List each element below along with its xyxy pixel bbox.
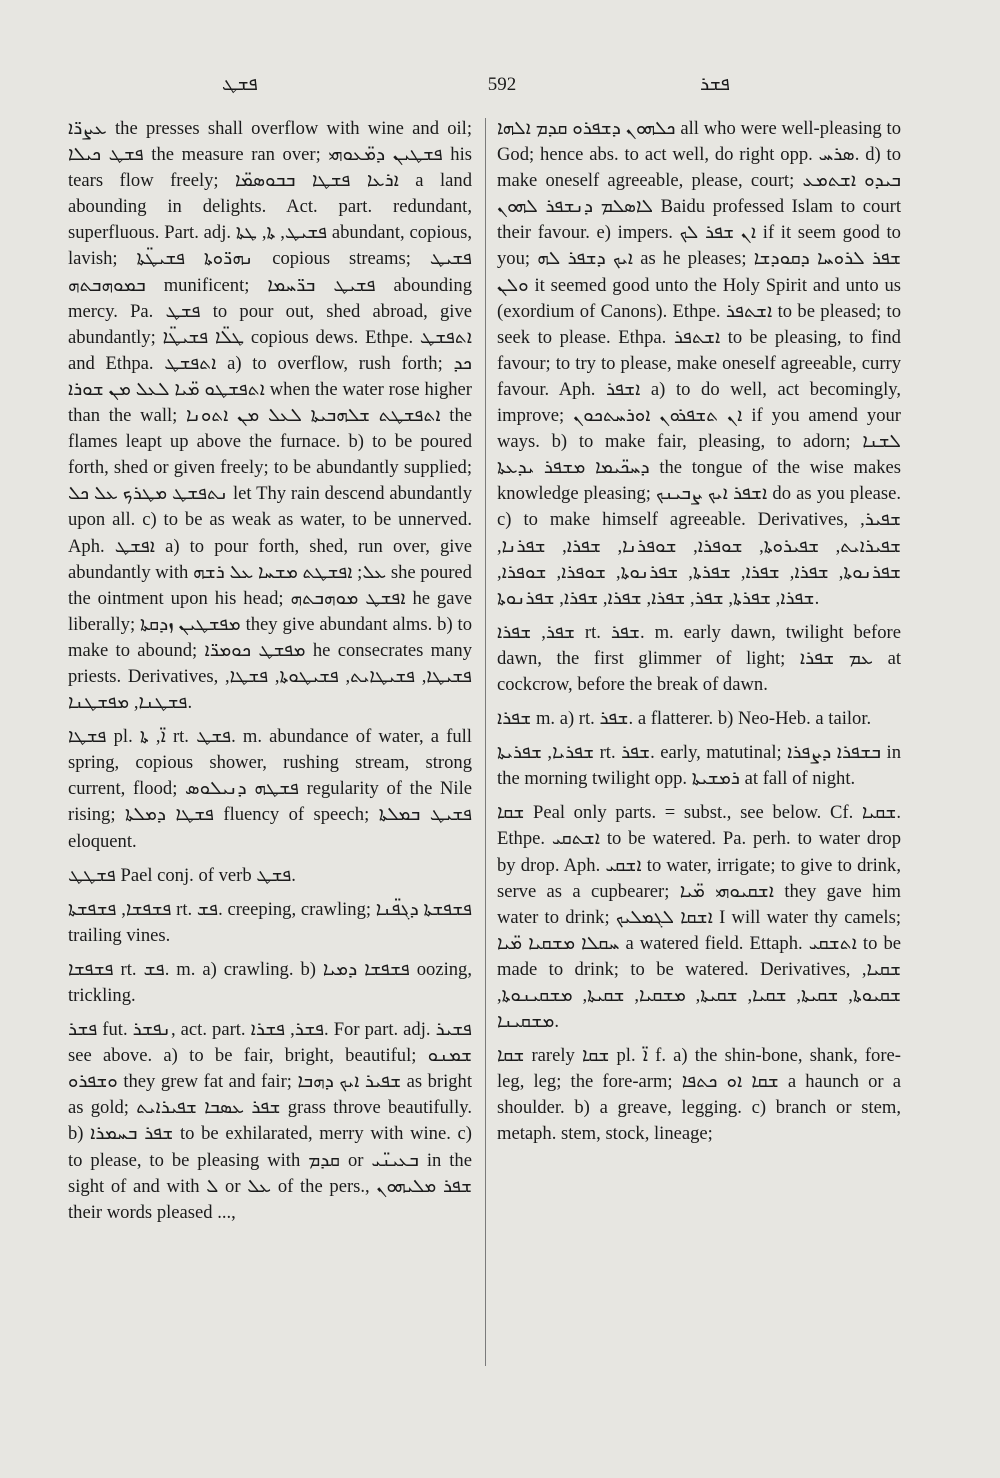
entry-text: ܫܦܪܝܐ, ܫܦܪܝܬܐ rt. ܫܦܪ. early, matutinal; ܒܫܦܪܐ ܕܨܦܪܐ in the morning twilight opp. ܪܡܫܝܬܐ at fall of night. <box>497 742 901 790</box>
entry <box>497 1043 901 1147</box>
entry <box>68 1017 472 1226</box>
entry <box>68 863 472 889</box>
entry <box>497 800 901 1035</box>
entry-text: ܦܫܪ fut. ܢܦܫܪ, act. part. ܦܫܪ, ܦܫܪܐ. For part. adj. ܦܫܝܪ see above. a) to be fair, bright, beautiful; ܫܡܢܘ ܘܫܦܪܘ they grew fat and fair; ܫܦܝܪ ܐܝܟ ܕܗܒܐ as bright as gold; ܫܦܪ ܥܣܒܐ ܫܦܝܪܐܝܬ grass throve beautifully. b) ܫܦܪ ܒܚܡܪܐ to be exhilarated, merry with wine. c) to please, to be pleasing with ܩܕܡ or ܒܥܝܢ̈ܝ in the sight of and with ܠ or ܥܠ of the pers., ܫܦܪ ܡܠܝܗܘܢ their words pleased ..., <box>68 1019 473 1223</box>
entry-text: ܦܫܦܫܐ, ܦܫܦܫܬܐ rt. ܦܫ. creeping, crawling; ܦܫܦܫܬܐ ܕܓܦ̈ܢܐ trailing vines. <box>68 898 472 946</box>
entry-text: ܫܩܐ rarely ܫܩܐ pl. ܐ̈ f. a) the shin-bone, shank, fore-leg, leg; the fore-arm; ܫܩܐ ܐܘ ܟܬܦܐ a haunch or a shoulder. b) a greave, legging. c) branch or stem, metaph. stem, stock, lineage; <box>497 1045 901 1145</box>
entry-text: ܥܨܪ̈ܐ the presses shall overflow with wine and oil; ܦܫܛ ܟܝܠܐ the measure ran over; ܦܫܛܝܢ ܕܡ̈ܥܘܗܝ his tears flow freely; ܐܪܥܐ ܦܫܛܐ ܒܒܘܣܡ̈ܐ a land abounding in delights. Act. part. redundant, superfluous. Part. adj. ܦܫܝܛ, ܬܐ, ܛܬܐ abundant, copious, lavish; ܢܗܪ̈ܘܬܐ ܦܫܝܛ̈ܬܐ copious streams; ܦܫܝܛ ܒܡܘܗܒܬܗ munificent; ܦܫܝܛ ܒܪ̈ܚܡܐ abounding mercy. Pa. ܦܫܛ to pour out, shed abroad, give abundantly; ܛܠ̈ܐ ܦܫܝܛ̈ܐ copious dews. Ethpe. ܐܬܦܫܛ and Ethpa. ܐܬܦܫܛ a) to overflow, rush forth; ܟܕ ܐܬܦܫܛܘ ܡ̈ܝܐ ܠܥܠ ܡܢ ܫܘܪܐ when the water rose higher than the wall; ܐܬܦܫܛܬ ܫܠܗܒܝܬܐ ܠܥܠ ܡܢ ܐܬܘܢܐ the flames leapt up above the furnace. b) to be poured forth, shed or given freely; to be abundantly supplied; ܢܬܦܫܛ ܡܛܪܟ ܥܠ ܟܠ let Thy rain descend abundantly upon all. c) to be as weak as water, to be unnerved. Aph. ܐܦܫܛ a) to pour forth, shed, run over, give abundantly with ܥܠ; ܐܦܫܛܬ ܡܫܚܐ ܥܠ ܪܫܗ she poured the ointment upon his head; ܐܦܫܛ ܡܘܗܒܬܗ he gave liberally; ܡܦܫܛܝܢ ܙܕܩܬܐ they give abundant alms. b) to make to abound; ܡܦܫܛ ܟܘܡܪ̈ܐ he consecrates many priests. Derivatives, ܦܫܝܛܐ, ܦܫܝܛܐܝܬ, ܦܫܝܛܘܬܐ, ܦܫܛܐ, ܦܫܛܢܐ, ܡܦܫܛܢܐ. <box>68 118 473 714</box>
entry-text: ܦܫܛܛ Pael conj. of verb ܦܫܛ. <box>68 864 296 886</box>
entry <box>497 620 901 698</box>
entry <box>68 957 472 1009</box>
entry-text: ܫܩܐ Peal only parts. = subst., see below. Cf. ܫܩܝܐ. Ethpe. ܐܫܬܩܝ to be watered. Pa. perh. to water drop by drop. Aph. ܐܫܩܝ to water, irrigate; to give to drink, serve as a cupbearer; ܐܫܩܝܘܗܝ ܡ̈ܝܐ they gave him water to drink; ܐܫܩܐ ܠܓܡܠܝܟ I will water thy camels; ܚܩܠܐ ܡܫܩܝܐ ܡ̈ܝܐ a watered field. Ettaph. ܐܬܫܩܝ to be made to drink; to be watered. Derivatives, ܫܩܝܐ, ܫܩܝܘܬܐ, ܫܩܝܬܐ, ܫܩܝܐ, ܫܩܝܬܐ, ܡܫܩܝܐ, ܫܩܝܬܐ, ܡܫܩܝܢܘܬܐ, ܡܫܩܝܢܐ. <box>497 802 902 1033</box>
left-running-headword: ܦܫܛ <box>222 74 258 95</box>
entry <box>497 706 901 732</box>
entry <box>68 116 472 716</box>
page-number: 592 <box>487 74 517 95</box>
column-divider <box>485 118 486 1366</box>
entry-text: ܫܦܪ, ܫܦܪܐ rt. ܫܦܪ. m. early dawn, twilight before dawn, the first glimmer of light; ܥܡ ܫܦܪܐ at cockcrow, before the break of dawn. <box>497 621 901 695</box>
left-column <box>68 116 472 1234</box>
entry <box>497 116 901 612</box>
entry <box>68 897 472 949</box>
entry <box>68 724 472 854</box>
right-running-headword: ܦܫܪ <box>700 74 730 95</box>
page-header <box>0 74 1000 104</box>
entry <box>497 740 901 792</box>
entry-text: ܦܫܛܐ pl. ܐ̈, ܬܐ rt. ܦܫܛ. m. abundance of water, a full spring, copious shower, rushing stream, strong current, flood; ܦܫܛܗ ܕܢܝܠܘܣ regularity of the Nile rising; ܦܫܛܐ ܕܡܠܬܐ fluency of speech; ܦܫܝܛ ܒܡܠܬܐ eloquent. <box>68 726 473 852</box>
entry-text: ܦܫܦܫܐ rt. ܦܫ. m. a) crawling. b) ܦܫܦܫܐ ܕܡܝܐ oozing, trickling. <box>68 958 473 1006</box>
right-column <box>497 116 901 1156</box>
entry-text: ܟܠܗܘܢ ܕܫܦܪܘ ܩܕܡ ܐܠܗܐ all who were well-pleasing to God; hence abs. to act well, do right opp. ܣܪܚ. d) to make oneself agreeable, please, court; ܒܝܕܘ ܐܫܬܡܥ ܠܐܣܠܡ ܕܢܫܦܪ ܠܗܘܢ Baidu professed Islam to court their favour. e) impers. ܐܢ ܫܦܪ ܠܟ if it seem good to you; ܐܝܟ ܕܫܦܪ ܠܗ as he pleases; ܫܦܪ ܠܪܘܚܐ ܕܩܘܕܫܐ ܘܠܢ it seemed good unto the Holy Spirit and unto us (exordium of Canons). Ethpe. ܐܫܬܦܪ to be pleased; to seek to please. Ethpa. ܐܫܬܦܪ to be pleasing, to find favour; to try to please, make oneself agreeable, curry favour. Aph. ܐܫܦܪ a) to do well, act becomingly, improve; ܐܢ ܬܫܦܪܘܢ ܐܘܪܚܬܟܘܢ if you amend your ways. b) to make fair, pleasing, to adorn; ܠܫܢܐ ܕܚܟ̈ܝܡܐ ܡܫܦܪ ܝܕܥܬܐ the tongue of the wise makes knowledge pleasing; ܐܫܦܪ ܐܝܟ ܨܒܝܢܟ do as you please. c) to make himself agreeable. Derivatives, ܫܦܝܪ, ܫܦܝܪܐܝܬ, ܫܦܝܪܘܬܐ, ܫܘܦܪܐ, ܫܘܦܪܢܐ, ܫܦܪܐ, ܫܦܪܢܐ, ܫܦܪܢܘܬܐ, ܫܦܪܐ, ܫܦܪܐ, ܫܦܪܬܐ, ܫܦܪܢܘܬܐ, ܫܘܦܪܐ, ܫܘܦܪܐ, ܫܦܪܐ, ܫܦܪܬܐ, ܫܦܪ, ܫܦܪܐ, ܫܦܪܐ, ܫܦܪܐ, ܫܦܪܢܘܬܐ. <box>497 118 902 609</box>
entry-text: ܫܦܪܐ m. a) rt. ܫܦܪ. a flatterer. b) Neo-Heb. a tailor. <box>497 708 872 730</box>
